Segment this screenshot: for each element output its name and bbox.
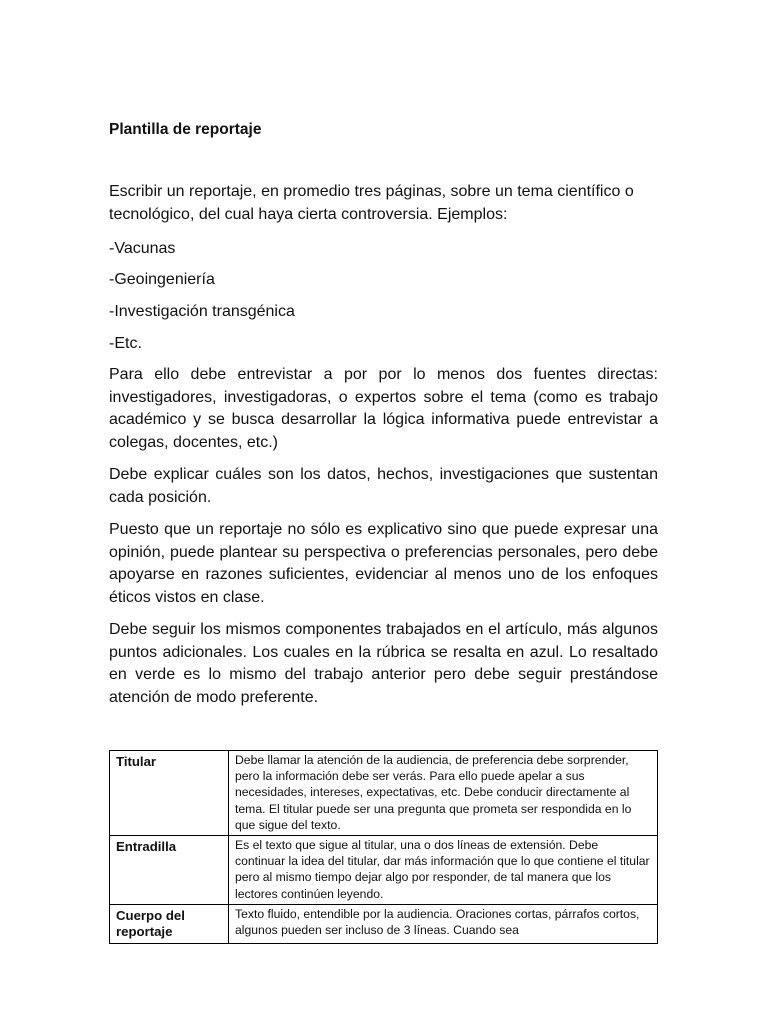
- rubric-description: Debe llamar la atención de la audiencia, de preferencia debe sorprender, pero la información debe ser verás. Para ello puede apelar a sus necesidades, intereses, expectativas, etc. Debe conducir directamente al tema. El titular puede ser una pregunta que prometa ser respondida en lo que sigue del texto.: [229, 751, 658, 836]
- body-paragraph: Para ello debe entrevistar a por por lo menos dos fuentes directas: investigadores, investigadoras, o expertos sobre el tema (como es trabajo académico y se busca desarrollar la lógica informativa puede entrevistar a colegas, docentes, etc.): [109, 366, 658, 451]
- table-row: [110, 751, 658, 836]
- body-paragraph: Debe seguir los mismos componentes trabajados en el artículo, más algunos puntos adicionales. Los cuales en la rúbrica se resalta en azul. Lo resaltado en verde es lo mismo del trabajo anterior pero debe seguir prestándose atención de modo preferente.: [109, 621, 658, 706]
- rubric-label: Cuerpo del reportaje: [110, 905, 229, 944]
- example-item: -Vacunas: [109, 240, 176, 257]
- table-row: [110, 836, 658, 905]
- example-item: -Etc.: [109, 335, 142, 352]
- rubric-description: Texto fluido, entendible por la audiencia. Oraciones cortas, párrafos cortos, algunos pueden ser incluso de 3 líneas. Cuando sea: [229, 905, 658, 944]
- document-title: Plantilla de reportaje: [109, 121, 262, 138]
- example-item: -Geoingeniería: [109, 271, 215, 288]
- rubric-label: Titular: [110, 751, 229, 836]
- intro-paragraph: Escribir un reportaje, en promedio tres páginas, sobre un tema científico o tecnológico, del cual haya cierta controversia. Ejemplos:: [109, 183, 634, 223]
- table-row: [110, 905, 658, 944]
- example-item: -Investigación transgénica: [109, 303, 295, 320]
- rubric-description: Es el texto que sigue al titular, una o dos líneas de extensión. Debe continuar la idea del titular, dar más información que lo que contiene el titular pero al mismo tiempo dejar algo por responder, de tal manera que los lectores continúen leyendo.: [229, 836, 658, 905]
- body-paragraph: Debe explicar cuáles son los datos, hechos, investigaciones que sustentan cada posición.: [109, 466, 658, 506]
- body-paragraph: Puesto que un reportaje no sólo es explicativo sino que puede expresar una opinión, puede plantear su perspectiva o preferencias personales, pero debe apoyarse en razones suficientes, evidenciar al menos uno de los enfoques éticos vistos en clase.: [109, 521, 658, 606]
- rubric-table: [109, 750, 658, 944]
- rubric-label: Entradilla: [110, 836, 229, 905]
